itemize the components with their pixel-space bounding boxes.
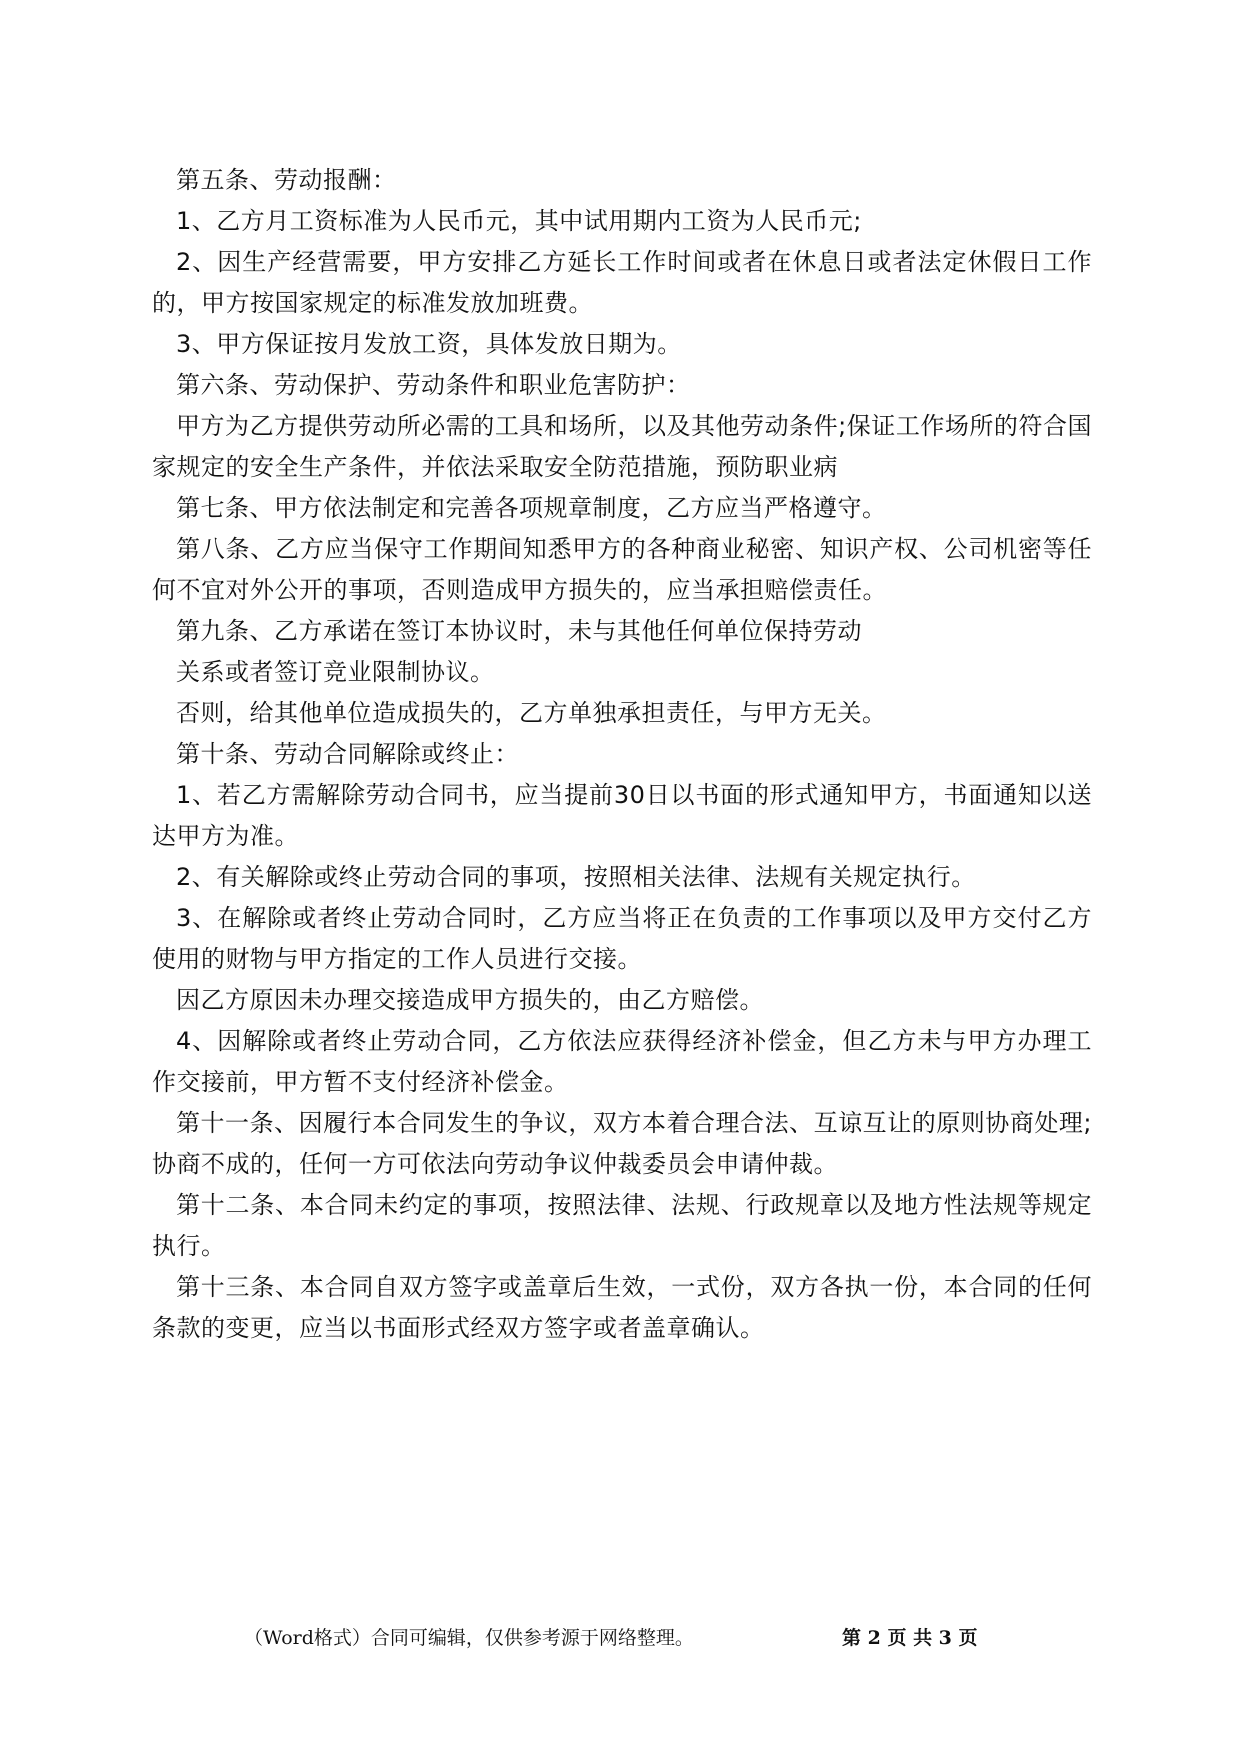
contract-body: [152, 160, 1092, 1349]
paragraph: 第十三条、本合同自双方签字或盖章后生效，一式份，双方各执一份，本合同的任何条款的变更，应当以书面形式经双方签字或者盖章确认。: [152, 1273, 1092, 1342]
paragraph: 4、因解除或者终止劳动合同，乙方依法应获得经济补偿金，但乙方未与甲方办理工作交接前，甲方暂不支付经济补偿金。: [152, 1027, 1092, 1096]
paragraph: 关系或者签订竞业限制协议。: [176, 658, 495, 686]
paragraph: 否则，给其他单位造成损失的，乙方单独承担责任，与甲方无关。: [176, 699, 887, 727]
paragraph: 第五条、劳动报酬：: [176, 166, 397, 194]
paragraph: 第七条、甲方依法制定和完善各项规章制度，乙方应当严格遵守。: [176, 494, 887, 522]
paragraph: 1、若乙方需解除劳动合同书，应当提前30日以书面的形式通知甲方，书面通知以送达甲方为准。: [152, 781, 1092, 850]
page-number: 第 2 页 共 3 页: [842, 1627, 978, 1649]
paragraph: 第十二条、本合同未约定的事项，按照法律、法规、行政规章以及地方性法规等规定执行。: [152, 1191, 1092, 1260]
paragraph: 第九条、乙方承诺在签订本协议时，未与其他任何单位保持劳动: [176, 617, 862, 645]
paragraph: 第八条、乙方应当保守工作期间知悉甲方的各种商业秘密、知识产权、公司机密等任何不宜对外公开的事项，否则造成甲方损失的，应当承担赔偿责任。: [152, 535, 1092, 604]
paragraph: 2、有关解除或终止劳动合同的事项，按照相关法律、法规有关规定执行。: [176, 863, 976, 891]
paragraph: 第六条、劳动保护、劳动条件和职业危害防护：: [176, 371, 691, 399]
footer-note: （Word格式）合同可编辑，仅供参考源于网络整理。: [244, 1627, 694, 1649]
paragraph: 3、在解除或者终止劳动合同时，乙方应当将正在负责的工作事项以及甲方交付乙方使用的财物与甲方指定的工作人员进行交接。: [152, 904, 1092, 973]
paragraph: 1、乙方月工资标准为人民币元，其中试用期内工资为人民币元;: [176, 207, 862, 235]
paragraph: 2、因生产经营需要，甲方安排乙方延长工作时间或者在休息日或者法定休假日工作的，甲方按国家规定的标准发放加班费。: [152, 248, 1092, 317]
paragraph: 3、甲方保证按月发放工资，具体发放日期为。: [176, 330, 682, 358]
paragraph: 第十条、劳动合同解除或终止：: [176, 740, 519, 768]
paragraph: 因乙方原因未办理交接造成甲方损失的，由乙方赔偿。: [176, 986, 764, 1014]
page-footer: [0, 1623, 1241, 1653]
paragraph: 甲方为乙方提供劳动所必需的工具和场所，以及其他劳动条件;保证工作场所的符合国家规定的安全生产条件，并依法采取安全防范措施，预防职业病: [152, 412, 1092, 481]
paragraph: 第十一条、因履行本合同发生的争议，双方本着合理合法、互谅互让的原则协商处理;协商不成的，任何一方可依法向劳动争议仲裁委员会申请仲裁。: [152, 1109, 1092, 1178]
